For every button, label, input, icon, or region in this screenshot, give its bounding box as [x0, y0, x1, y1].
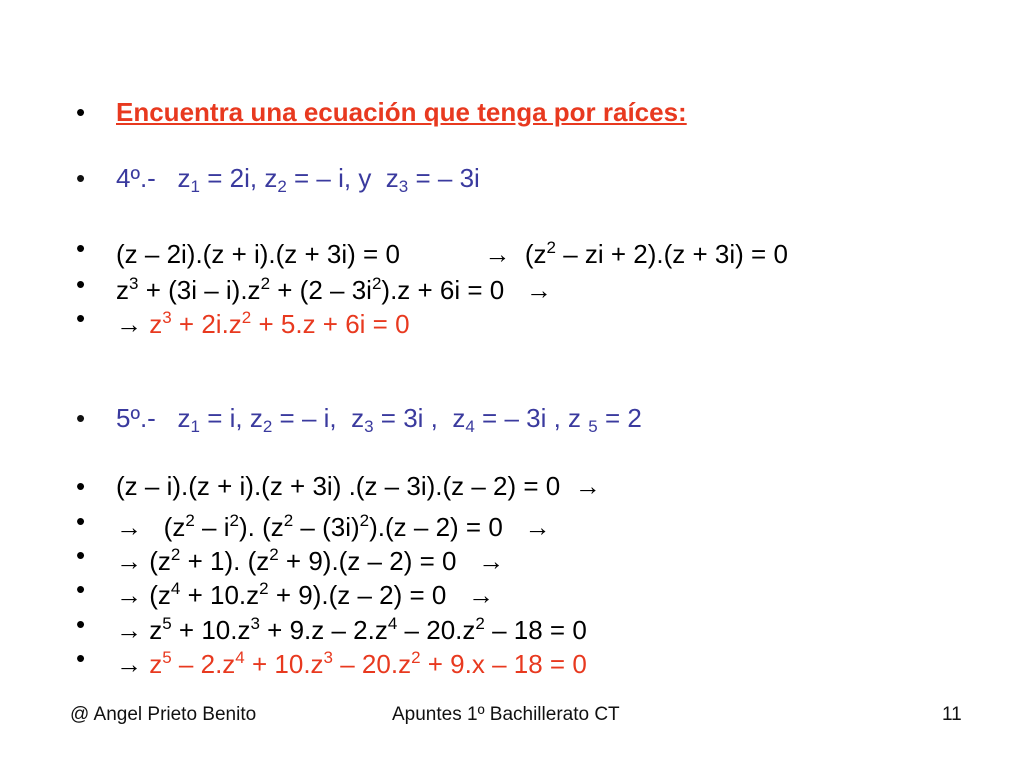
bullet: • [76, 540, 86, 570]
expr-part: (z [524, 239, 547, 269]
z1-sub: 1 [190, 177, 200, 196]
expr-part: – 18 = 0 [484, 615, 587, 645]
exponent: 4 [387, 614, 398, 633]
z2-sub: 2 [277, 177, 287, 196]
z4-sub: 4 [465, 417, 475, 436]
expr-part: + 9.z – 2.z [259, 615, 388, 645]
slide-title: Encuentra una ecuación que tenga por raíces: [116, 97, 687, 127]
expr-part: + (2 – 3i [270, 275, 372, 305]
z3-value: = 3i , [373, 403, 446, 433]
bullet: • [76, 269, 86, 299]
expr-part: + 9.x – 18 = 0 [420, 649, 587, 679]
expr-part: ).(z – 2) = 0 [369, 512, 503, 542]
z4-var: z [452, 403, 466, 433]
footer-author: @ Angel Prieto Benito [70, 704, 257, 725]
expr-part: z [149, 309, 163, 339]
expr-part: + 10.z [171, 615, 251, 645]
exponent: 2 [371, 274, 382, 293]
exponent: 2 [259, 579, 269, 598]
z3-value: = – 3i [408, 163, 480, 193]
z2-value: = – i, y [286, 163, 379, 193]
expr-part: + 2i.z [171, 309, 242, 339]
expr-part: + 9).(z – 2) = 0 [278, 546, 457, 576]
z1-value: = 2i, [199, 163, 265, 193]
ex5-step-1-text [116, 466, 601, 506]
arrow-icon: → [468, 580, 495, 610]
ex5-roots [116, 398, 642, 447]
expr-part: (z [149, 580, 171, 610]
z5-value: = 2 [597, 403, 642, 433]
arrow-icon: → [116, 580, 142, 610]
arrow-icon: → [116, 615, 142, 645]
z1-sub: 1 [190, 417, 200, 436]
exponent: 5 [162, 614, 172, 633]
arrow-icon: → [525, 275, 552, 305]
bullet: • [76, 97, 86, 127]
ex5-result-equation [149, 649, 587, 679]
exponent: 2 [283, 511, 294, 530]
bullet: • [76, 233, 86, 263]
z5-var: z [568, 403, 589, 433]
arrow-icon: → [116, 512, 142, 542]
z3-sub: 3 [398, 177, 409, 196]
expr-part: z [149, 615, 163, 645]
exponent: 2 [546, 238, 556, 257]
ex4-label: 4º.- [116, 163, 156, 193]
exponent: 2 [475, 614, 485, 633]
expr-part: – 20.z [397, 615, 476, 645]
z2-sub: 2 [262, 417, 273, 436]
z5-sub: 5 [588, 417, 598, 436]
arrow-icon: → [116, 649, 142, 679]
exponent: 2 [260, 274, 271, 293]
exponent: 4 [170, 579, 181, 598]
bullet: • [76, 506, 86, 536]
bullet: • [76, 609, 86, 639]
z1-var: z [177, 163, 191, 193]
exponent: 2 [170, 545, 181, 564]
expr-part: – zi + 2).(z + 3i) = 0 [555, 239, 788, 269]
factored-form: (z – i).(z + i).(z + 3i) .(z – 3i).(z – 2) = 0 [116, 471, 561, 501]
exponent: 3 [323, 648, 334, 667]
z3-var: z [351, 403, 365, 433]
expr-part: ). (z [238, 512, 284, 542]
arrow-icon: → [484, 239, 511, 269]
expr-part: z [116, 275, 129, 305]
z2-var: z [264, 163, 278, 193]
z4-value: = – 3i , [474, 403, 569, 433]
exponent: 5 [162, 648, 172, 667]
z2-value: = – i, [272, 403, 344, 433]
footer-course: Apuntes 1º Bachillerato CT [392, 704, 620, 725]
expr-part: + 10.z [180, 580, 260, 610]
z3-sub: 3 [364, 417, 374, 436]
arrow-icon: → [478, 546, 505, 576]
expr-part: – (3i) [293, 512, 360, 542]
exponent: 2 [185, 511, 195, 530]
exponent: 3 [162, 308, 172, 327]
bullet: • [76, 403, 86, 433]
exponent: 3 [250, 614, 260, 633]
bullet: • [76, 643, 86, 673]
bullet: • [76, 163, 86, 193]
ex5-result-text [116, 638, 587, 684]
exponent: 2 [269, 545, 279, 564]
arrow-icon: → [116, 309, 142, 339]
expr-part: (z [149, 546, 171, 576]
ex4-roots [116, 158, 480, 207]
factored-form: (z – 2i).(z + i).(z + 3i) = 0 [116, 239, 400, 269]
z1-value: = i, [199, 403, 250, 433]
expr-part: z [149, 649, 163, 679]
exponent: 2 [411, 648, 421, 667]
expr-part: – 2.z [171, 649, 236, 679]
expr-part: + (3i – i).z [138, 275, 261, 305]
z3-var: z [385, 163, 399, 193]
expr-part: (z [163, 512, 186, 542]
bullet: • [76, 303, 86, 333]
arrow-icon: → [574, 471, 601, 501]
ex4-result-equation [149, 309, 409, 339]
z2-var: z [249, 403, 263, 433]
arrow-icon: → [116, 546, 142, 576]
expr-part: – 20.z [333, 649, 412, 679]
expr-part: + 9).(z – 2) = 0 [268, 580, 447, 610]
exponent: 2 [241, 308, 252, 327]
expr-part: + 5.z + 6i = 0 [251, 309, 410, 339]
exponent: 2 [359, 511, 370, 530]
expr-part: – i [194, 512, 230, 542]
bullet: • [76, 471, 86, 501]
expr-part: + 1). (z [180, 546, 270, 576]
ex5-label: 5º.- [116, 403, 156, 433]
page-number: 11 [942, 704, 962, 725]
expr-part: + 10.z [244, 649, 324, 679]
exponent: 3 [129, 274, 139, 293]
arrow-icon: → [524, 512, 551, 542]
bullet: • [76, 574, 86, 604]
expr-part: ).z + 6i = 0 [381, 275, 505, 305]
ex4-result-text [116, 298, 410, 344]
exponent: 4 [235, 648, 245, 667]
exponent: 2 [229, 511, 239, 530]
z1-var: z [177, 403, 191, 433]
